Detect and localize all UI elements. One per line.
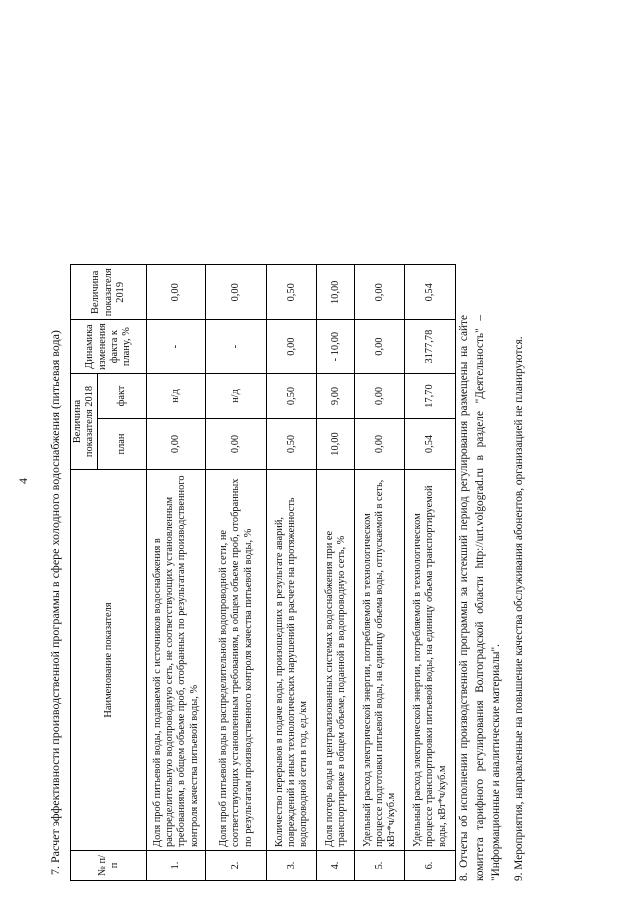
row-name: Количество перерывов в подаче воды, произошедших в результате аварий, повреждений и иных технологических нарушений в расчете на протяженность водопроводной сети в год, ед./км — [267, 470, 317, 851]
row-name: Удельный расход электрической энергии, потребляемой в технологическом процессе транспортировки питьевой воды, на единицу объема транспортируемой воды, кВт*ч/куб.м — [405, 470, 456, 851]
header-fact: факт — [98, 374, 147, 419]
header-dynamics: Динамика изменения факта к плану, % — [71, 320, 147, 374]
row-plan: 0,00 — [355, 419, 405, 470]
row-name: Доля проб питьевой воды в распределительной водопроводной сети, не соответствующих установленным требованиям, в общем объеме проб, отобранных по результатам производственного контроля качества питьевой воды, % — [206, 470, 267, 851]
row-value-2019: 10,00 — [317, 265, 355, 320]
table-row — [147, 265, 206, 881]
efficiency-table — [70, 264, 456, 881]
table-row — [206, 265, 267, 881]
row-name: Доля проб питьевой воды, подаваемой с источников водоснабжения в распределительную водопроводную сеть, не соответствующих установленным требованиям, в общем объеме проб, отобранных по результатам производственного контроля качества питьевой воды, % — [147, 470, 206, 851]
row-dynamics: - — [147, 320, 206, 374]
row-plan: 0,00 — [206, 419, 267, 470]
row-fact: 0,50 — [267, 374, 317, 419]
header-2018: Величина показателя 2018 — [71, 374, 98, 470]
row-value-2019: 0,00 — [147, 265, 206, 320]
row-plan: 0,00 — [147, 419, 206, 470]
row-fact: н/д — [206, 374, 267, 419]
row-fact: н/д — [147, 374, 206, 419]
row-plan: 0,54 — [405, 419, 456, 470]
row-num: 4. — [317, 851, 355, 881]
row-num: 2. — [206, 851, 267, 881]
section-9-paragraph: 9. Мероприятия, направленные на повышение качества обслуживания абонентов, организацией не планируются. — [513, 336, 525, 881]
row-value-2019: 0,00 — [206, 265, 267, 320]
header-2019: Величина показателя 2019 — [71, 265, 147, 320]
row-num: 6. — [405, 851, 456, 881]
row-value-2019: 0,50 — [267, 265, 317, 320]
table-row — [355, 265, 405, 881]
header-num: № п/п — [71, 851, 147, 881]
section-7-title: 7. Расчет эффективности производственной программы в сфере холодного водоснабжения (питьевая вода) — [48, 330, 62, 875]
row-dynamics: - 10,00 — [317, 320, 355, 374]
table-row — [317, 265, 355, 881]
row-dynamics: - — [206, 320, 267, 374]
header-plan: план — [98, 419, 147, 470]
row-value-2019: 0,00 — [355, 265, 405, 320]
row-dynamics: 0,00 — [355, 320, 405, 374]
row-fact: 17,70 — [405, 374, 456, 419]
table-row — [405, 265, 456, 881]
table-row — [267, 265, 317, 881]
row-value-2019: 0,54 — [405, 265, 456, 320]
row-name: Доля потерь воды в централизованных системах водоснабжения при ее транспортировке в общем объеме, поданной в водопроводную сеть, % — [317, 470, 355, 851]
row-num: 1. — [147, 851, 206, 881]
row-num: 5. — [355, 851, 405, 881]
row-dynamics: 0,00 — [267, 320, 317, 374]
row-fact: 0,00 — [355, 374, 405, 419]
section-8-paragraph: 8. Отчеты об исполнении производственной программы за истекший период регулирования размещены на сайте комитета тарифного регулирования Волгоградской области http://urt.volgograd.ru в разделе "Деятельность" – "Информационные и аналитические материалы". — [458, 315, 502, 881]
row-dynamics: 3177,78 — [405, 320, 456, 374]
row-plan: 0,50 — [267, 419, 317, 470]
header-name: Наименование показателя — [71, 470, 147, 851]
page-number: 4 — [16, 478, 30, 484]
row-name: Удельный расход электрической энергии, потребляемой в технологическом процессе подготовки питьевой воды, на единицу объема воды, отпускаемой в сеть, кВт*ч/куб.м — [355, 470, 405, 851]
row-num: 3. — [267, 851, 317, 881]
row-fact: 9,00 — [317, 374, 355, 419]
row-plan: 10,00 — [317, 419, 355, 470]
